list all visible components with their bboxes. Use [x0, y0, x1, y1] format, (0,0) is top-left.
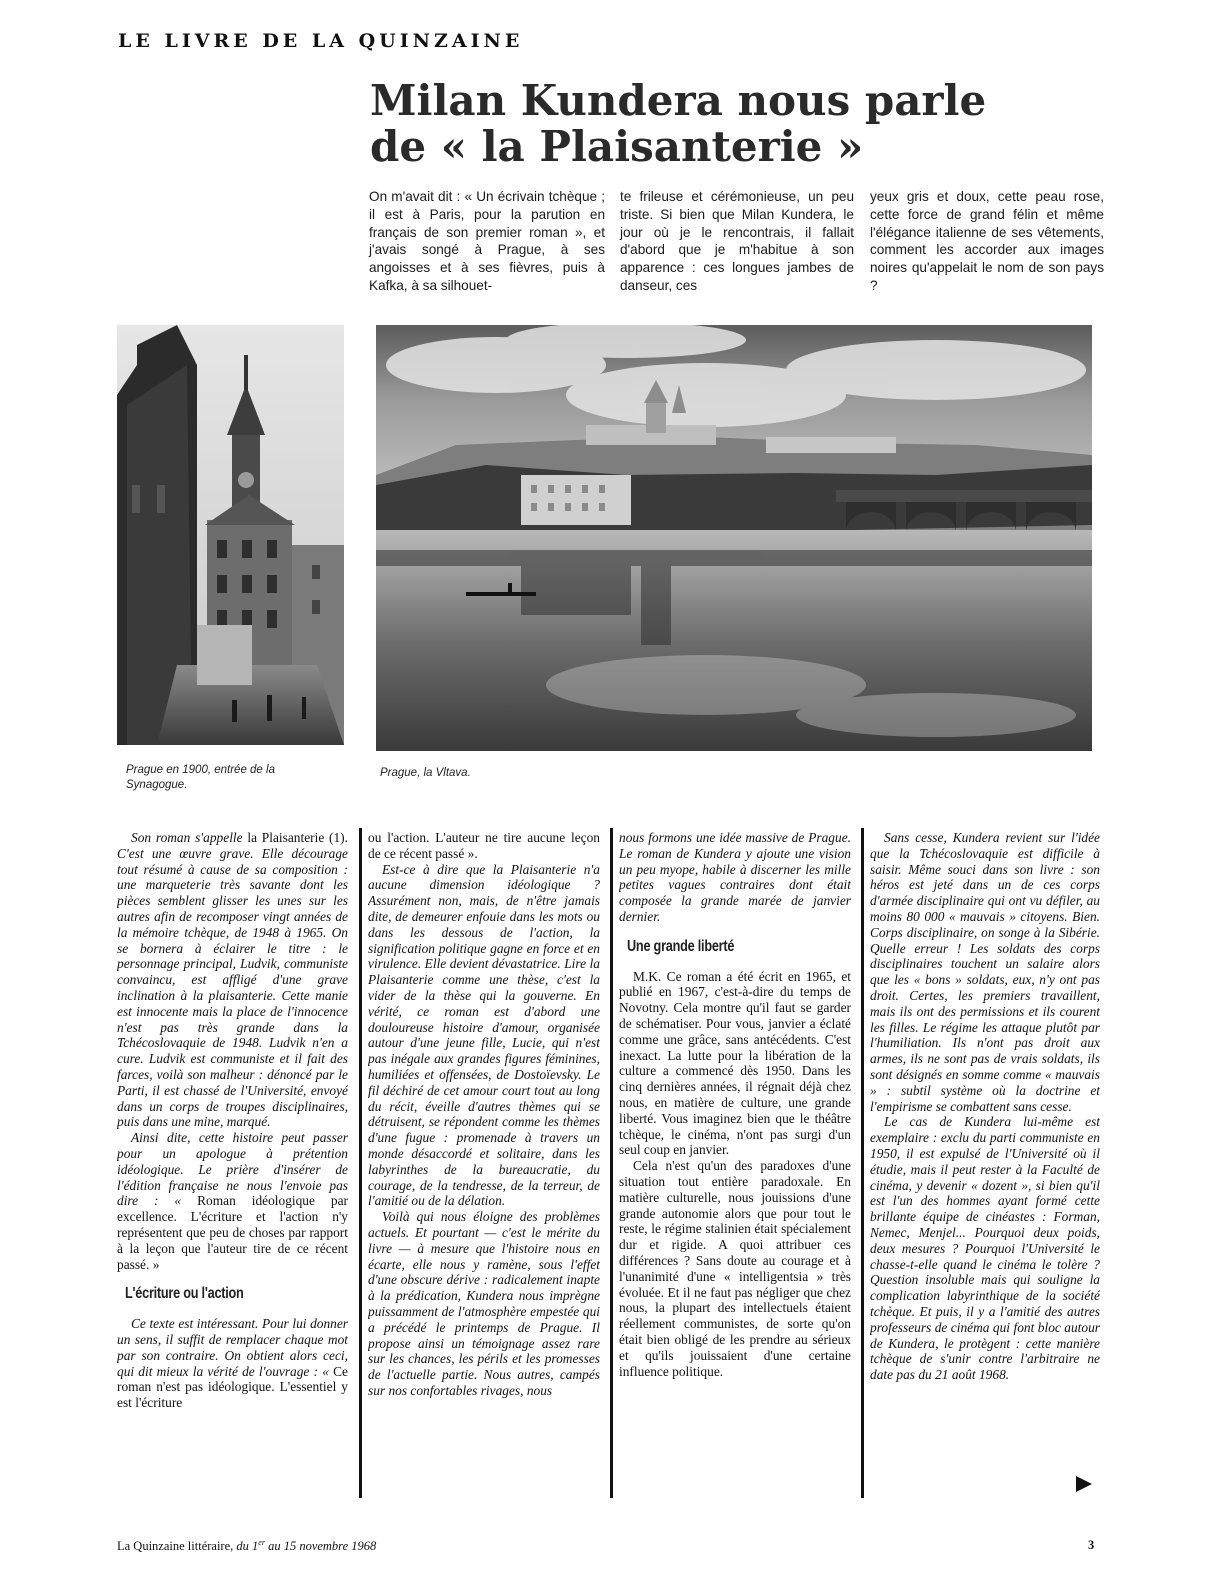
- footer-citation: [117, 1538, 376, 1554]
- body-column-1: [117, 830, 348, 1480]
- paragraph: [117, 830, 348, 1130]
- column-rule: [359, 828, 362, 1498]
- article-title: [370, 78, 1130, 170]
- paragraph: Le cas de Kundera lui-même est exemplaire : exclu du parti communiste en 1950, il est expulsé de l'Université où il étudie, mais il peut rester à la Faculté de cinéma, y devenir « dozent », si bien qu'il est l'un des hommes ayant formé cette brillante équipe de cinéastes : Forman, Nemec, Menjel... Pourquoi deux poids, deux mesures ? Pourquoi l'Université le chasse-t-elle quand le cinéma le tolère ? Question insoluble mais qui souligne la complication labyrinthique de la société tchèque. Et puis, il y a l'amitié des autres professeurs de cinéma qui font bloc autour de Kundera, le protègent : cette manière tchèque de s'unir contre l'arbitraire ne date pas du 21 août 1968.: [870, 1114, 1100, 1383]
- subheading: L'écriture ou l'action: [125, 1285, 244, 1303]
- intro-column-3: yeux gris et doux, cette peau rose, cette force de grand félin et même l'élégance italienne de ses vêtements, comment les accorder aux images noires qu'appelait le nom de son pays ?: [870, 189, 1104, 293]
- paragraph: Sans cesse, Kundera revient sur l'idée que la Tchécoslovaquie est difficile à saisir. Même souci dans son livre : son héros est jeté dans un de ces corps d'armée disciplinaire qui ont vu défiler, au moins 80 000 « mauvais » citoyens. Bien. Corps disciplinaire, on songe à la Sibérie. Quelle erreur ! Les soldats des corps disciplinaires touchent un salaire alors que les « bons » soldats, eux, n'y ont pas droit. Certes, les premiers travaillent, mais ils ont des permissions et ils courent les filles. Le régime les attaque plutôt par l'humiliation. Ils n'ont pas droit aux armes, ils ne sont pas de vrais soldats, ils sont désignés en somme comme « mauvais » : subtil système où la doctrine et l'empirisme se combattent sans cesse.: [870, 830, 1100, 1114]
- paragraph: [117, 1130, 348, 1272]
- intro-column-2: te frileuse et cérémonieuse, un peu triste. Si bien que Milan Kundera, le jour où je le rencontrais, il fallait d'abord que je m'habitue à son apparence : ces longues jambes de danseur, ces: [620, 189, 854, 293]
- paragraph: Voilà qui nous éloigne des problèmes actuels. Et pourtant — c'est le mérite du livre — à mesure que l'histoire nous en écarte, elle nous y ramène, sous l'effet d'une obscure dérive : radicalement inapte à la prédication, Kundera nous imprègne puissamment de l'atmosphère empestée qui a précédé le printemps de Prague. Il propose ainsi un témoignage assez rare sur les chances, les périls et les promesses de l'actuelle partie. Nous autres, campés sur nos confortables rivages, nous: [368, 1209, 600, 1398]
- vltava-photo: [376, 325, 1092, 751]
- paragraph: [117, 1316, 348, 1411]
- text-run: Son roman s'appelle: [131, 830, 248, 845]
- column-rule: [861, 828, 864, 1498]
- paragraph: Cela n'est qu'un des paradoxes d'une situation tout entière paradoxale. En matière culturelle, nous jouissions d'une grande autonomie alors que pour tout le reste, le régime stalinien était spécialement dur et rigide. A quoi attribuer ces différences ? Sans doute au courage et à l'unanimité d'une « intelligentsia » très évoluée. Et il ne faut pas négliger que chez nous, la plupart des intellectuels étaient réellement communistes, de sorte qu'on était bien obligé de les prendre au sérieux et qu'ils jouissaient d'une certaine influence politique.: [619, 1158, 851, 1379]
- text-run: Ainsi dite, cette histoire peut passer pour un apologue à prétention idéologique. Le prière d'insérer de l'édition française ne nous l'envoie pas dire : «: [117, 1130, 348, 1209]
- text-run: Roman idéologique par excellence. L'écriture et l'action n'y représentent que peu de choses par rapport à la leçon que l'auteur tire de ce récent passé. »: [117, 1193, 348, 1272]
- section-label: LE LIVRE DE LA QUINZAINE: [118, 30, 524, 52]
- issue-date: du 1: [233, 1539, 259, 1554]
- title-line-1: Milan Kundera nous parle: [370, 76, 987, 125]
- journal-name: La Quinzaine littéraire,: [117, 1539, 234, 1554]
- body-column-3: [619, 830, 851, 1480]
- title-line-2: de « la Plaisanterie »: [370, 122, 864, 171]
- synagogue-caption: Prague en 1900, entrée de la Synagogue.: [126, 764, 275, 791]
- triangle-right-icon: [1076, 1476, 1092, 1492]
- paragraph: ou l'action. L'auteur ne tire aucune leçon de ce récent passé ».: [368, 830, 600, 861]
- intro-column-1: On m'avait dit : « Un écrivain tchèque ; il est à Paris, pour la parution en français de son premier roman », et j'avais songé à Prague, à ses angoisses et à ses fièvres, puis à Kafka, à sa silhouet-: [369, 189, 605, 293]
- vltava-caption: Prague, la Vltava.: [380, 767, 471, 779]
- issue-date: au 15 novembre 1968: [264, 1539, 377, 1554]
- page-number: 3: [1088, 1538, 1095, 1552]
- paragraph: M.K. Ce roman a été écrit en 1965, et publié en 1967, c'est-à-dire du temps de Novotny. Cela montre qu'il faut se garder de schématiser. Pour vous, janvier a éclaté comme une grâce, sans antécédents. C'est inexact. La lutte pour la libération de la culture a commencé dès 1950. Dans les cinq dernières années, il régnait déjà chez nous, en matière de culture, une grande liberté. Vous imaginez bien que le théâtre tchèque, le cinéma, n'ont pas surgi d'un seul coup en janvier.: [619, 968, 851, 1158]
- body-column-4: [870, 830, 1100, 1480]
- text-run: Ce roman n'est pas idéologique. L'essentiel y est l'écriture: [117, 1363, 348, 1411]
- paragraph: Est-ce à dire que la Plaisanterie n'a aucune dimension idéologique ? Assurément non, mais, de n'être jamais dite, de demeurer enfouie dans les mots ou dans les dessous de l'action, la signification politique gagne en force et en virulence. Elle devient dévastatrice. Lire la Plaisanterie comme une thèse, c'est la vider de la thèse qui la gouverne. En vérité, ce roman est d'abord une douloureuse histoire d'amour, organisée autour d'une jeune fille, Lucie, qui n'est pas inégale aux grandes figures féminines, humiliées et offensées, de Dostoïevsky. Le fil déchiré de cet amour court tout au long du récit, éveille d'autres thèmes qui se détruisent, se répondent comme les thèmes d'une fugue : promenade à travers un monde désaccordé et solitaire, dans les labyrinthes de la bureaucratie, du courage, de la tendresse, de la terreur, de l'amitié ou de la délation.: [368, 861, 600, 1209]
- synagogue-photo: [117, 325, 344, 745]
- issue-date-sup: er: [258, 1538, 265, 1547]
- body-column-2: [368, 830, 600, 1480]
- subheading: Une grande liberté: [627, 937, 735, 955]
- column-rule: [610, 828, 613, 1498]
- text-run: la Plaisanterie (1).: [247, 830, 348, 845]
- paragraph: nous formons une idée massive de Prague. Le roman de Kundera y ajoute une vision un peu myope, habile à discerner les mille petites vagues contraires dont était composée la grande marée de janvier dernier.: [619, 830, 851, 924]
- text-run: C'est une œuvre grave. Elle décourage tout résumé à cause de sa composition : une marqueterie très savante dont les pièces semblent glisser les unes sur les autres afin de recomposer vingt années de la mémoire tchèque, de 1948 à 1965. On se bornera à éclairer le titre : le personnage principal, Ludvik, communiste convaincu, est affligé d'une grave inclination à la plaisanterie. Cette manie est innocente mais la place de l'innocence n'est pas très grande dans la Tchécoslovaquie de 1948. Ludvik n'en a cure. Ludvik est communiste et il fait des farces, voilà son malheur : dénoncé par le Parti, il est chassé de l'Université, envoyé dans un corps de troupes disciplinaires, puis dans une mine, marqué.: [117, 845, 348, 1130]
- text-run: Ce texte est intéressant. Pour lui donner un sens, il suffit de remplacer chaque mot par son contraire. On obtient alors ceci, qui dit mieux la vérité de l'ouvrage : «: [117, 1316, 348, 1379]
